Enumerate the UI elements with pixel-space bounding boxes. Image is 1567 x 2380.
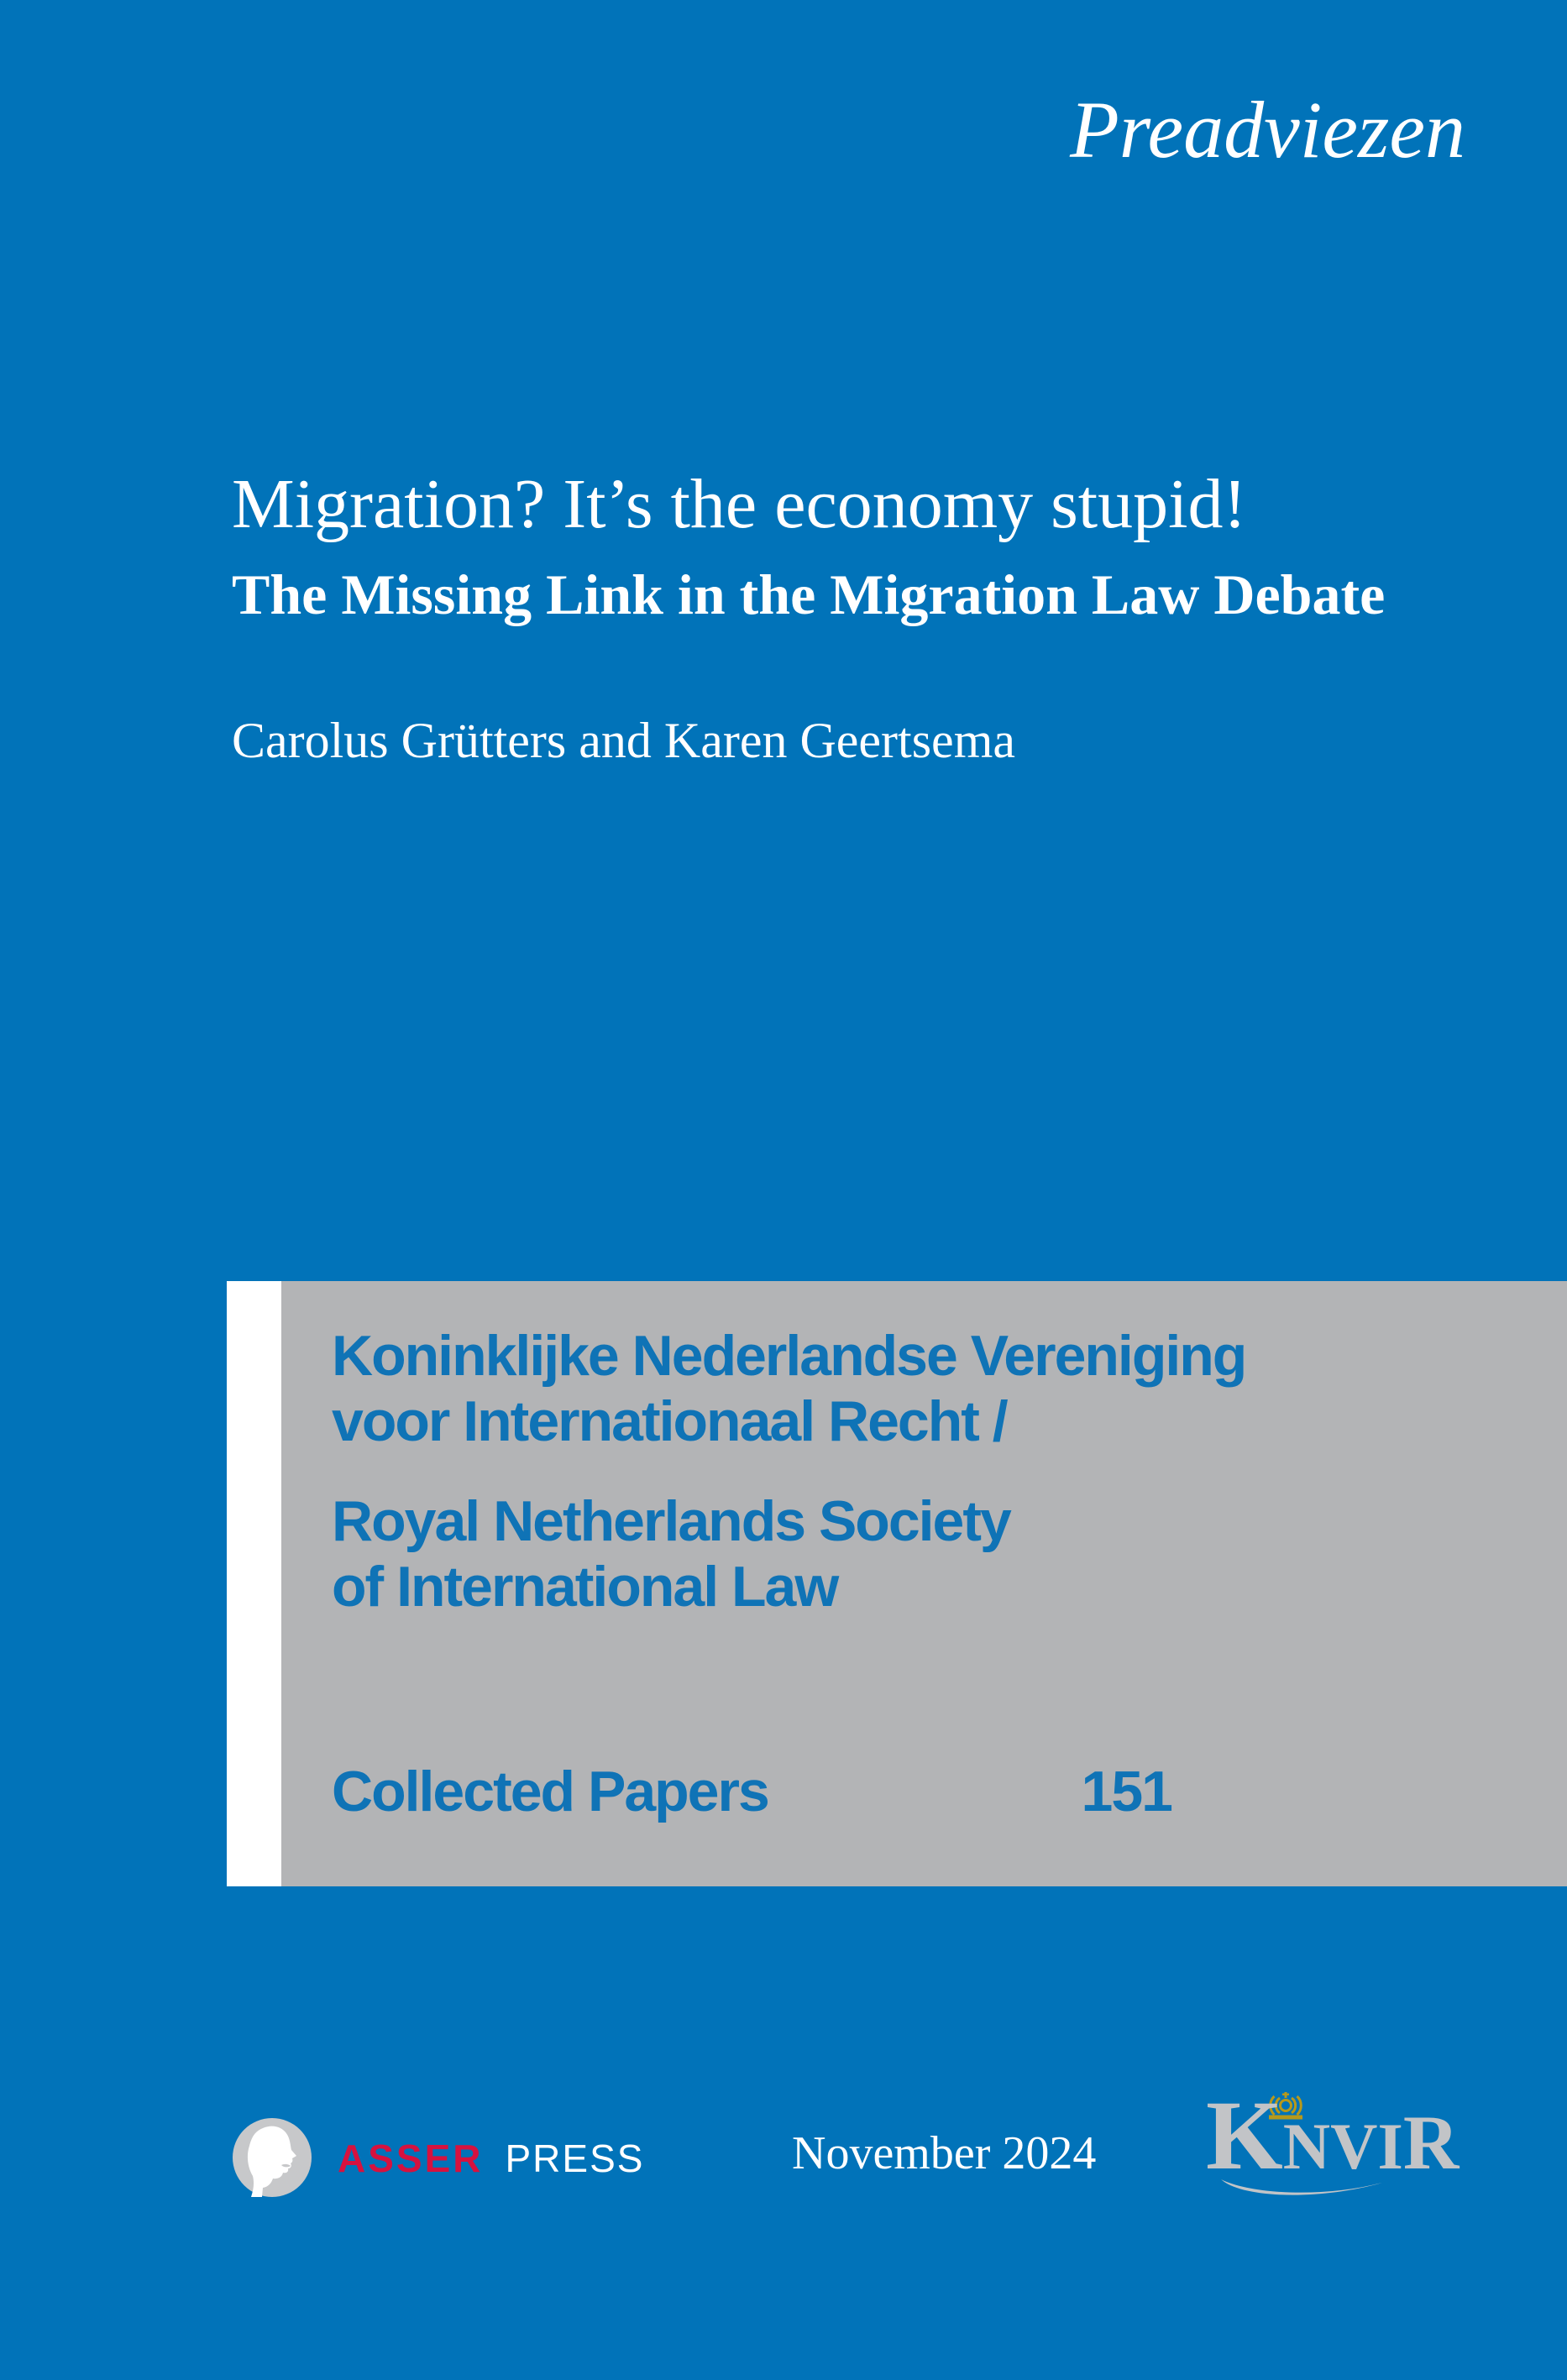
knvir-letter: R (1402, 2100, 1460, 2185)
series-label: Preadviezen (1070, 85, 1465, 175)
knvir-letter: N (1282, 2110, 1331, 2183)
series-name: Collected Papers (332, 1760, 768, 1823)
asser-profile-icon (233, 2118, 312, 2197)
collected-papers-row (332, 1760, 1171, 1823)
volume-number: 151 (1081, 1760, 1171, 1823)
society-name-english-line1: Royal Netherlands Society (332, 1489, 1010, 1553)
society-name-dutch (332, 1323, 1245, 1454)
knvir-letter: I (1377, 2110, 1403, 2183)
society-name-english-line2: of International Law (332, 1555, 838, 1619)
knvir-letter: V (1330, 2110, 1378, 2183)
knvir-letter: K (1206, 2080, 1283, 2190)
book-subtitle: The Missing Link in the Migration Law Debate (232, 562, 1386, 626)
society-name-dutch-line2: voor Internationaal Recht / (332, 1389, 1007, 1453)
publication-date: November 2024 (792, 2127, 1097, 2179)
knvir-swash-flourish (1218, 2178, 1386, 2200)
society-name-english (332, 1488, 1010, 1619)
authors: Carolus Grütters and Karen Geertsema (232, 713, 1015, 768)
knvir-logo (1206, 2080, 1460, 2190)
publisher-band (227, 1281, 1567, 1886)
book-title: Migration? It’s the economy stupid! (232, 465, 1247, 543)
publisher-word-press: PRESS (505, 2137, 645, 2180)
society-name-dutch-line1: Koninklijke Nederlandse Vereniging (332, 1324, 1246, 1388)
publisher-word-asser: ASSER (338, 2137, 484, 2180)
band-white-strip (227, 1281, 281, 1886)
publisher-wordmark (338, 2139, 644, 2178)
